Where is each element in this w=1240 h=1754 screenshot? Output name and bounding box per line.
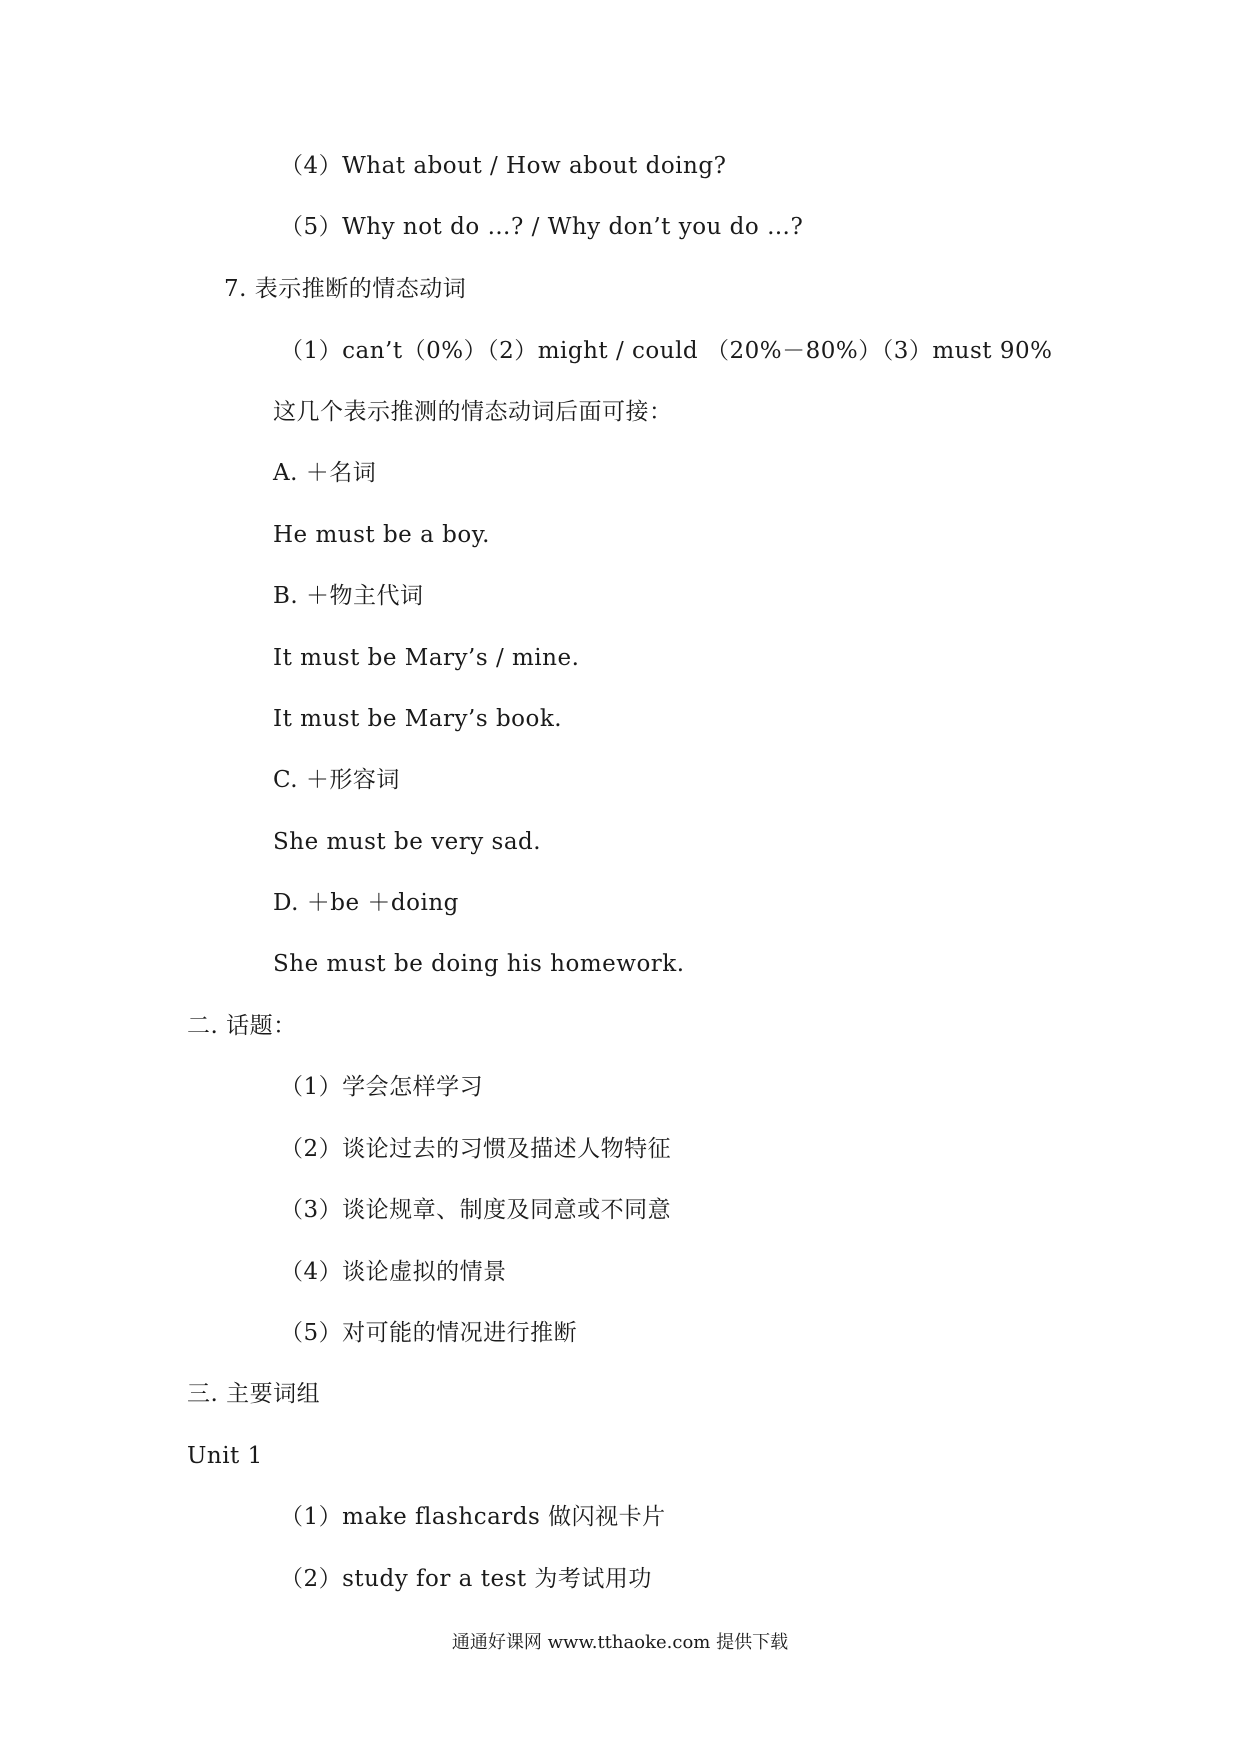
paragraph-followed-by: 这几个表示推测的情态动词后面可接： <box>273 399 673 425</box>
unit-heading: Unit 1 <box>187 1443 263 1469</box>
example-sentence-d: She must be doing his homework. <box>273 951 685 977</box>
topic-item-4: （4）谈论虚拟的情景 <box>280 1259 507 1285</box>
phrase-item-2: （2）study for a test 为考试用功 <box>280 1566 652 1592</box>
item-c-adjective: C. ＋形容词 <box>273 767 400 793</box>
topic-item-3: （3）谈论规章、制度及同意或不同意 <box>280 1197 672 1223</box>
modal-verbs-probability: （1）can’t（0%）（2）might / could （20%－80%）（3）must 90% <box>280 338 1053 364</box>
example-sentence-b2: It must be Mary’s book. <box>273 706 563 732</box>
page-footer: 通通好课网 www.tthaoke.com 提供下载 <box>451 1632 789 1653</box>
example-sentence-a: He must be a boy. <box>273 522 490 548</box>
section-heading-phrases: 三. 主要词组 <box>187 1381 321 1407</box>
phrase-item-1: （1）make flashcards 做闪视卡片 <box>280 1504 666 1530</box>
list-item-why-not: （5）Why not do …? / Why don’t you do …? <box>280 214 804 240</box>
example-sentence-b1: It must be Mary’s / mine. <box>273 645 580 671</box>
example-sentence-c: She must be very sad. <box>273 829 542 855</box>
item-b-pronoun: B. ＋物主代词 <box>273 583 424 609</box>
item-d-be-doing: D. ＋be ＋doing <box>273 890 459 916</box>
section-heading-modal-verbs: 7. 表示推断的情态动词 <box>224 276 467 302</box>
item-a-noun: A. ＋名词 <box>273 460 377 486</box>
topic-item-5: （5）对可能的情况进行推断 <box>280 1320 578 1346</box>
topic-item-1: （1）学会怎样学习 <box>280 1074 484 1100</box>
section-heading-topics: 二. 话题： <box>187 1013 297 1039</box>
topic-item-2: （2）谈论过去的习惯及描述人物特征 <box>280 1136 672 1162</box>
list-item-what-about: （4）What about / How about doing? <box>280 153 727 179</box>
